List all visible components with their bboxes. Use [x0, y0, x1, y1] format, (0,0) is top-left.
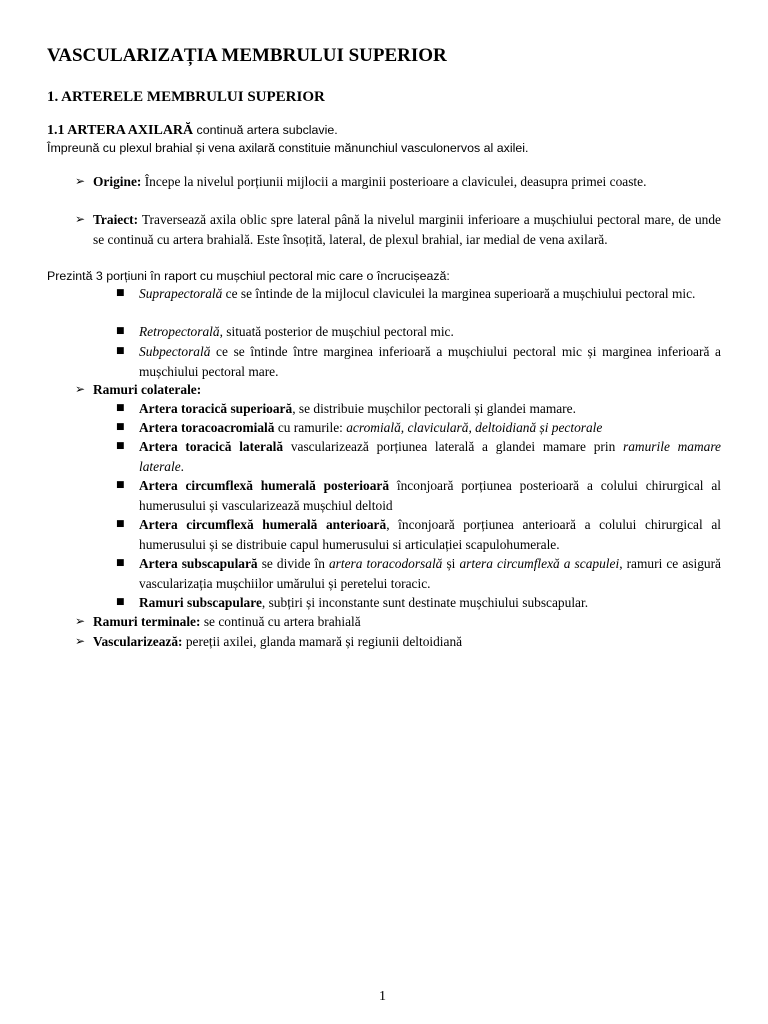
- subsection-line: [47, 122, 338, 139]
- collateral-branches: ramurile mamare laterale: [139, 439, 722, 474]
- terminal-text: se continuă cu artera brahială: [200, 614, 361, 629]
- list-item-collateral: [47, 515, 721, 554]
- collateral-name: Artera circumflexă humerală anterioară: [139, 517, 387, 532]
- square-bullet-icon: ■: [116, 597, 125, 607]
- square-bullet-icon: ■: [116, 480, 125, 490]
- collateral-text-2: și: [442, 556, 460, 571]
- portion-name: Suprapectorală: [139, 286, 223, 301]
- list-item-collateral: [47, 476, 721, 515]
- collateral-text: înconjoară porțiunea posterioară a colului chirurgical al humerusului și vascularizează mușchiul deltoid: [139, 478, 721, 513]
- list-item-collateral: [47, 399, 721, 419]
- collateral-text: vascularizează porțiunea laterală a glandei mamare prin: [283, 439, 624, 454]
- portion-text: , situată posterior de mușchiul pectoral mic.: [219, 324, 454, 339]
- page-title: VASCULARIZAȚIA MEMBRULUI SUPERIOR: [47, 45, 447, 66]
- list-item-collateral: [47, 554, 721, 593]
- origin-text: Începe la nivelul porțiunii mijlocii a marginii posterioare a claviculei, deasupra primei coaste.: [141, 174, 647, 189]
- terminal-label: Ramuri terminale:: [93, 614, 201, 629]
- collateral-name: Artera toracoacromială: [139, 420, 275, 435]
- list-item-vascularization: [47, 632, 721, 652]
- vascularization-text: pereții axilei, glanda mamară și regiunii deltoidiană: [182, 634, 463, 649]
- collateral-name: Artera toracică laterală: [139, 439, 284, 454]
- section-heading: 1. ARTERELE MEMBRULUI SUPERIOR: [47, 89, 325, 105]
- list-item-terminal: [47, 612, 721, 632]
- square-bullet-icon: ■: [116, 441, 125, 451]
- collateral-tail: , ramuri ce asigură vascularizația mușchiilor umărului și peretelui toracic.: [139, 556, 721, 591]
- collateral-name: Artera circumflexă humerală posterioară: [139, 478, 390, 493]
- arrow-bullet-icon: ➢: [75, 174, 86, 188]
- collateral-name: Artera subscapulară: [139, 556, 258, 571]
- collateral-text: , subțiri și inconstante sunt destinate mușchiului subscapular.: [261, 595, 589, 610]
- square-bullet-icon: ■: [116, 422, 125, 432]
- collateral-text: se divide în: [257, 556, 329, 571]
- portions-intro: Prezintă 3 porțiuni în raport cu mușchiul pectoral mic care o încrucișează:: [47, 269, 450, 283]
- portion-name: Retropectorală: [139, 324, 220, 339]
- list-item-collateral: [47, 418, 721, 438]
- portion-name: Subpectorală: [139, 344, 211, 359]
- square-bullet-icon: ■: [116, 558, 125, 568]
- list-item-portion: [47, 284, 721, 304]
- collateral-name: Artera toracică superioară: [139, 401, 293, 416]
- collateral-text: cu ramurile:: [274, 420, 347, 435]
- page-number: 1: [379, 989, 386, 1004]
- arrow-bullet-icon: ➢: [75, 382, 86, 396]
- arrow-bullet-icon: ➢: [75, 614, 86, 628]
- arrow-bullet-icon: ➢: [75, 634, 86, 648]
- list-item-collaterals: [47, 380, 721, 400]
- portion-text: ce se întinde de la mijlocul claviculei la marginea superioară a mușchiului pectoral mic.: [222, 286, 696, 301]
- collaterals-label: Ramuri colaterale:: [93, 382, 202, 397]
- list-item-collateral: [47, 437, 721, 476]
- traiect-label: Traiect:: [93, 212, 139, 227]
- collateral-branch-2: artera circumflexă a scapulei: [459, 556, 620, 571]
- square-bullet-icon: ■: [116, 288, 125, 298]
- list-item-origin: [47, 172, 721, 192]
- collateral-text: , se distribuie mușchilor pectorali și glandei mamare.: [292, 401, 576, 416]
- square-bullet-icon: ■: [116, 326, 125, 336]
- square-bullet-icon: ■: [116, 519, 125, 529]
- square-bullet-icon: ■: [116, 346, 125, 356]
- subsection-heading-rest: continuă artera subclavie.: [196, 123, 338, 137]
- traiect-text: Traversează axila oblic spre lateral până la nivelul marginii inferioare a mușchiului pectoral mare, de unde se continuă cu artera brahială. Este însoțită, lateral, de plexul brahial, iar medial de vena axilară.: [93, 212, 721, 247]
- collateral-name: Ramuri subscapulare: [139, 595, 262, 610]
- collateral-branch-1: artera toracodorsală: [328, 556, 443, 571]
- portion-text: ce se întinde între marginea inferioară a mușchiului pectoral mic și marginea inferioară a mușchiului pectoral mare.: [139, 344, 721, 379]
- list-item-portion: [47, 342, 721, 381]
- collateral-text: , înconjoară porțiunea anterioară a colului chirurgical al humerusului și se distribuie capul humerusului si articulației scapulohumerale.: [139, 517, 721, 552]
- list-item-traiect: [47, 210, 721, 249]
- square-bullet-icon: ■: [116, 403, 125, 413]
- list-item-collateral: [47, 593, 721, 613]
- arrow-bullet-icon: ➢: [75, 212, 86, 226]
- intro-paragraph: Împreună cu plexul brahial și vena axilară constituie mănunchiul vasculonervos al axilei.: [47, 141, 529, 155]
- collateral-tail: .: [180, 458, 185, 474]
- list-item-portion: [47, 322, 721, 342]
- vascularization-label: Vascularizează:: [93, 634, 183, 649]
- collateral-branches: acromială, claviculară, deltoidiană și pectorale: [346, 420, 603, 435]
- origin-label: Origine:: [93, 174, 142, 189]
- subsection-heading: 1.1 ARTERA AXILARĂ: [47, 123, 194, 138]
